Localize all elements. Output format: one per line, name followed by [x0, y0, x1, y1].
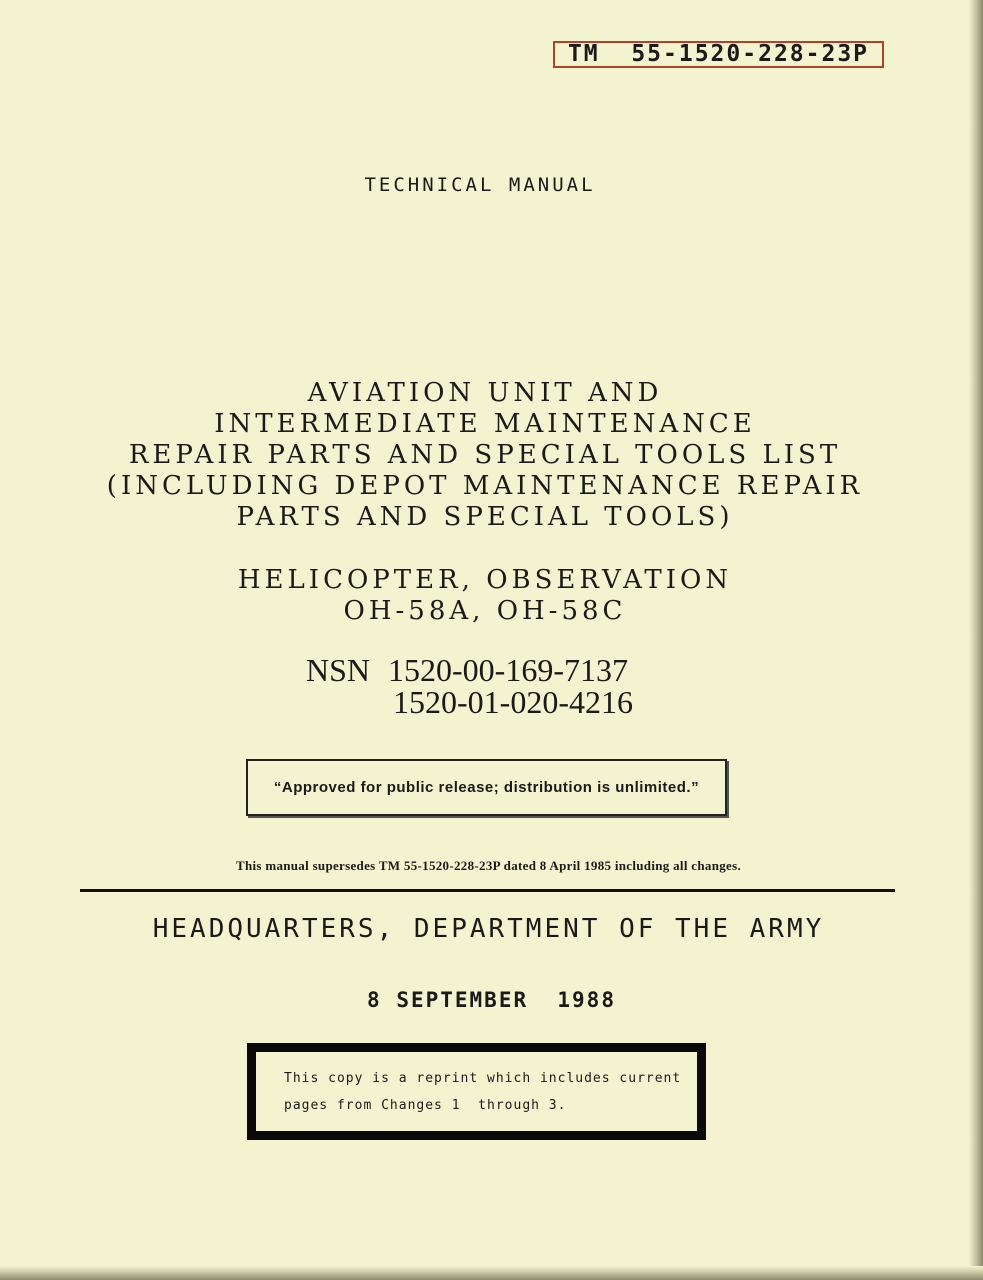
reprint-note-line: This copy is a reprint which includes current	[284, 1071, 682, 1086]
publication-date: 8 SEPTEMBER 1988	[367, 988, 616, 1012]
title-line: REPAIR PARTS AND SPECIAL TOOLS LIST	[128, 440, 842, 470]
title-line: INTERMEDIATE MAINTENANCE	[214, 409, 756, 439]
horizontal-divider	[80, 889, 895, 892]
page-edge-shadow	[969, 0, 983, 1280]
document-type-heading: TECHNICAL MANUAL	[364, 174, 596, 196]
issuing-authority: HEADQUARTERS, DEPARTMENT OF THE ARMY	[152, 914, 825, 944]
nsn-number: 1520-01-020-4216	[393, 684, 633, 720]
page-edge-shadow	[0, 1266, 983, 1280]
title-line: (INCLUDING DEPOT MAINTENANCE REPAIR	[106, 471, 864, 501]
reprint-note-line: pages from Changes 1 through 3.	[284, 1098, 567, 1113]
reprint-note-box	[247, 1043, 706, 1140]
title-line: AVIATION UNIT AND	[307, 378, 663, 408]
title-line: PARTS AND SPECIAL TOOLS)	[236, 502, 734, 532]
supersedes-note: This manual supersedes TM 55-1520-228-23P dated 8 April 1985 including all changes.	[236, 858, 741, 873]
equipment-line: HELICOPTER, OBSERVATION	[237, 565, 733, 595]
nsn-number: 1520-00-169-7137	[388, 652, 628, 688]
tm-number-box: TM 55-1520-228-23P	[553, 41, 884, 68]
nsn-block	[306, 654, 706, 718]
nsn-label: NSN	[306, 652, 371, 688]
equipment-line: OH-58A, OH-58C	[343, 596, 627, 626]
distribution-statement-box: “Approved for public release; distribution is unlimited.”	[246, 759, 727, 816]
manual-title	[70, 378, 900, 533]
equipment-designation	[70, 565, 900, 627]
